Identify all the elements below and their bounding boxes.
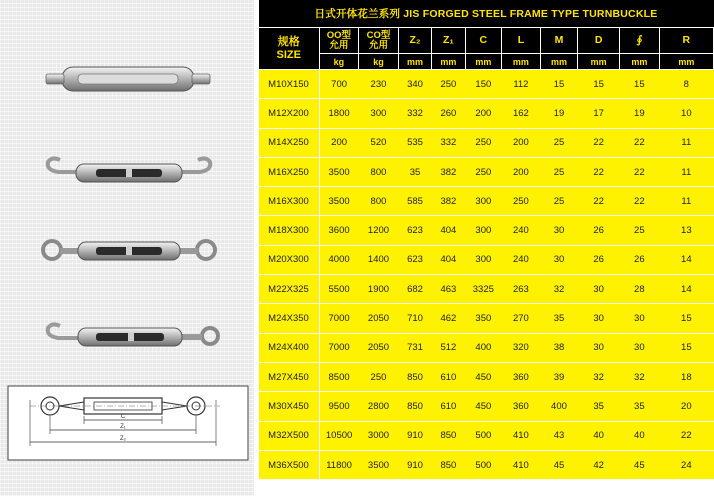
value-cell: 30	[540, 216, 578, 245]
value-cell: 2050	[359, 333, 399, 362]
value-cell: 30	[578, 333, 620, 362]
table-row	[259, 216, 714, 245]
value-cell: 4000	[319, 245, 359, 274]
value-cell: 39	[540, 362, 578, 391]
value-cell: 35	[398, 157, 431, 186]
value-cell: 32	[540, 275, 578, 304]
value-cell: 250	[465, 157, 502, 186]
m-header	[540, 28, 578, 54]
value-cell: 40	[620, 421, 660, 450]
phi-header	[620, 28, 660, 54]
r-header	[659, 28, 713, 54]
table-row	[259, 333, 714, 362]
header-line: R	[682, 34, 691, 46]
value-cell: 42	[578, 450, 620, 479]
table-row	[259, 304, 714, 333]
value-cell: 30	[578, 275, 620, 304]
value-cell: 850	[432, 450, 465, 479]
value-cell: 11	[659, 128, 713, 157]
turnbuckle-eye-eye-image	[0, 232, 258, 280]
table-row	[259, 450, 714, 479]
value-cell: 410	[502, 421, 541, 450]
value-cell: 200	[319, 128, 359, 157]
z2-header	[398, 28, 431, 54]
header-line: 允用	[368, 39, 388, 51]
size-cell: M20X300	[259, 245, 320, 274]
dimension-label-c: C	[120, 414, 126, 420]
value-cell: 500	[465, 421, 502, 450]
size-cell: M14X250	[259, 128, 320, 157]
unit-header: mm	[432, 54, 465, 70]
value-cell: 45	[620, 450, 660, 479]
header-line: Z₁	[443, 34, 454, 46]
table-row	[259, 70, 714, 99]
dimension-label-z2: Z₂	[120, 436, 126, 442]
size-cell: M16X300	[259, 187, 320, 216]
header-line: L	[517, 34, 525, 46]
value-cell: 400	[540, 392, 578, 421]
table-row	[259, 128, 714, 157]
value-cell: 850	[398, 392, 431, 421]
table-row	[259, 392, 714, 421]
value-cell: 14	[659, 245, 713, 274]
value-cell: 500	[465, 450, 502, 479]
size-cell: M24X350	[259, 304, 320, 333]
value-cell: 22	[620, 157, 660, 186]
header-line: CO型	[366, 29, 391, 41]
value-cell: 11800	[319, 450, 359, 479]
value-cell: 35	[620, 392, 660, 421]
l-header	[502, 28, 541, 54]
value-cell: 263	[502, 275, 541, 304]
size-cell: M27X450	[259, 362, 320, 391]
value-cell: 3600	[319, 216, 359, 245]
value-cell: 250	[359, 362, 399, 391]
value-cell: 332	[398, 99, 431, 128]
header-line: ∮	[636, 34, 643, 46]
size-cell: M16X250	[259, 157, 320, 186]
value-cell: 300	[465, 187, 502, 216]
value-cell: 26	[620, 245, 660, 274]
value-cell: 360	[502, 392, 541, 421]
value-cell: 850	[398, 362, 431, 391]
value-cell: 25	[540, 187, 578, 216]
value-cell: 250	[432, 70, 465, 99]
table-title: 日式开体花兰系列 JIS FORGED STEEL FRAME TYPE TURNBUCKLE	[259, 0, 714, 28]
value-cell: 585	[398, 187, 431, 216]
header-line: M	[554, 34, 564, 46]
value-cell: 35	[578, 392, 620, 421]
table-row	[259, 157, 714, 186]
value-cell: 15	[659, 304, 713, 333]
value-cell: 850	[432, 421, 465, 450]
value-cell: 512	[432, 333, 465, 362]
value-cell: 200	[502, 157, 541, 186]
value-cell: 3500	[319, 187, 359, 216]
table-row	[259, 275, 714, 304]
value-cell: 7000	[319, 304, 359, 333]
value-cell: 240	[502, 245, 541, 274]
value-cell: 24	[659, 450, 713, 479]
value-cell: 382	[432, 157, 465, 186]
value-cell: 623	[398, 245, 431, 274]
value-cell: 112	[502, 70, 541, 99]
value-cell: 404	[432, 245, 465, 274]
value-cell: 22	[578, 187, 620, 216]
header-line: 允用	[329, 39, 349, 51]
value-cell: 14	[659, 275, 713, 304]
value-cell: 360	[502, 362, 541, 391]
dimension-label-z1: Z₁	[120, 424, 126, 430]
value-cell: 15	[578, 70, 620, 99]
value-cell: 22	[620, 187, 660, 216]
value-cell: 22	[659, 421, 713, 450]
value-cell: 30	[620, 333, 660, 362]
unit-header: mm	[398, 54, 431, 70]
z1-header	[432, 28, 465, 54]
value-cell: 300	[465, 216, 502, 245]
value-cell: 800	[359, 187, 399, 216]
value-cell: 8	[659, 70, 713, 99]
value-cell: 610	[432, 392, 465, 421]
unit-header: kg	[359, 54, 399, 70]
value-cell: 270	[502, 304, 541, 333]
value-cell: 400	[465, 333, 502, 362]
value-cell: 1900	[359, 275, 399, 304]
value-cell: 250	[502, 187, 541, 216]
value-cell: 18	[659, 362, 713, 391]
value-cell: 5500	[319, 275, 359, 304]
value-cell: 463	[432, 275, 465, 304]
value-cell: 45	[540, 450, 578, 479]
value-cell: 30	[578, 304, 620, 333]
value-cell: 19	[620, 99, 660, 128]
value-cell: 320	[502, 333, 541, 362]
value-cell: 30	[540, 245, 578, 274]
size-cell: M12X200	[259, 99, 320, 128]
value-cell: 22	[578, 128, 620, 157]
unit-header: mm	[502, 54, 541, 70]
value-cell: 2050	[359, 304, 399, 333]
value-cell: 40	[578, 421, 620, 450]
value-cell: 15	[659, 333, 713, 362]
value-cell: 32	[620, 362, 660, 391]
table-row	[259, 245, 714, 274]
value-cell: 15	[540, 70, 578, 99]
value-cell: 250	[465, 128, 502, 157]
header-line: D	[594, 34, 603, 46]
table-row	[259, 421, 714, 450]
value-cell: 1800	[319, 99, 359, 128]
value-cell: 230	[359, 70, 399, 99]
value-cell: 623	[398, 216, 431, 245]
value-cell: 700	[319, 70, 359, 99]
value-cell: 450	[465, 392, 502, 421]
value-cell: 404	[432, 216, 465, 245]
value-cell: 25	[540, 157, 578, 186]
value-cell: 38	[540, 333, 578, 362]
unit-header: mm	[540, 54, 578, 70]
value-cell: 800	[359, 157, 399, 186]
value-cell: 13	[659, 216, 713, 245]
value-cell: 35	[540, 304, 578, 333]
value-cell: 10500	[319, 421, 359, 450]
value-cell: 1400	[359, 245, 399, 274]
size-cell: M30X450	[259, 392, 320, 421]
unit-header: mm	[620, 54, 660, 70]
c-header	[465, 28, 502, 54]
product-image-panel	[0, 0, 258, 496]
spec-table-container	[258, 0, 714, 496]
size-cell: M10X150	[259, 70, 320, 99]
turnbuckle-hook-eye-image	[0, 316, 258, 364]
unit-header: kg	[319, 54, 359, 70]
oo-load-header	[319, 28, 359, 54]
unit-header: mm	[465, 54, 502, 70]
value-cell: 3000	[359, 421, 399, 450]
size-header	[259, 28, 320, 70]
header-line: OO型	[326, 29, 351, 41]
value-cell: 450	[465, 362, 502, 391]
value-cell: 20	[659, 392, 713, 421]
value-cell: 340	[398, 70, 431, 99]
turnbuckle-hook-hook-image	[0, 150, 258, 198]
value-cell: 910	[398, 421, 431, 450]
value-cell: 200	[502, 128, 541, 157]
table-row	[259, 187, 714, 216]
value-cell: 535	[398, 128, 431, 157]
value-cell: 300	[359, 99, 399, 128]
value-cell: 22	[620, 128, 660, 157]
header-line: SIZE	[276, 48, 301, 61]
unit-header: mm	[578, 54, 620, 70]
value-cell: 28	[620, 275, 660, 304]
size-cell: M18X300	[259, 216, 320, 245]
value-cell: 150	[465, 70, 502, 99]
co-load-header	[359, 28, 399, 54]
value-cell: 3325	[465, 275, 502, 304]
value-cell: 25	[620, 216, 660, 245]
value-cell: 32	[578, 362, 620, 391]
value-cell: 30	[620, 304, 660, 333]
value-cell: 7000	[319, 333, 359, 362]
value-cell: 17	[578, 99, 620, 128]
value-cell: 9500	[319, 392, 359, 421]
value-cell: 350	[465, 304, 502, 333]
value-cell: 520	[359, 128, 399, 157]
spec-table	[258, 0, 714, 480]
value-cell: 1200	[359, 216, 399, 245]
value-cell: 162	[502, 99, 541, 128]
value-cell: 26	[578, 216, 620, 245]
value-cell: 462	[432, 304, 465, 333]
value-cell: 26	[578, 245, 620, 274]
table-row	[259, 362, 714, 391]
value-cell: 710	[398, 304, 431, 333]
value-cell: 8500	[319, 362, 359, 391]
value-cell: 300	[465, 245, 502, 274]
value-cell: 43	[540, 421, 578, 450]
value-cell: 382	[432, 187, 465, 216]
value-cell: 25	[540, 128, 578, 157]
value-cell: 200	[465, 99, 502, 128]
value-cell: 22	[578, 157, 620, 186]
value-cell: 3500	[319, 157, 359, 186]
turnbuckle-plain-body-image	[0, 56, 258, 104]
size-cell: M32X500	[259, 421, 320, 450]
turnbuckle-dimension-drawing	[0, 384, 258, 464]
value-cell: 240	[502, 216, 541, 245]
value-cell: 410	[502, 450, 541, 479]
size-cell: M24X400	[259, 333, 320, 362]
value-cell: 610	[432, 362, 465, 391]
header-line: 规格	[277, 35, 300, 48]
header-line: Z₂	[409, 34, 421, 46]
d-header	[578, 28, 620, 54]
value-cell: 15	[620, 70, 660, 99]
value-cell: 260	[432, 99, 465, 128]
value-cell: 19	[540, 99, 578, 128]
value-cell: 3500	[359, 450, 399, 479]
value-cell: 731	[398, 333, 431, 362]
size-cell: M36X500	[259, 450, 320, 479]
unit-header: mm	[659, 54, 713, 70]
value-cell: 11	[659, 187, 713, 216]
size-cell: M22X325	[259, 275, 320, 304]
value-cell: 2800	[359, 392, 399, 421]
table-row	[259, 99, 714, 128]
value-cell: 910	[398, 450, 431, 479]
value-cell: 11	[659, 157, 713, 186]
value-cell: 682	[398, 275, 431, 304]
value-cell: 332	[432, 128, 465, 157]
value-cell: 10	[659, 99, 713, 128]
header-line: C	[479, 34, 488, 46]
